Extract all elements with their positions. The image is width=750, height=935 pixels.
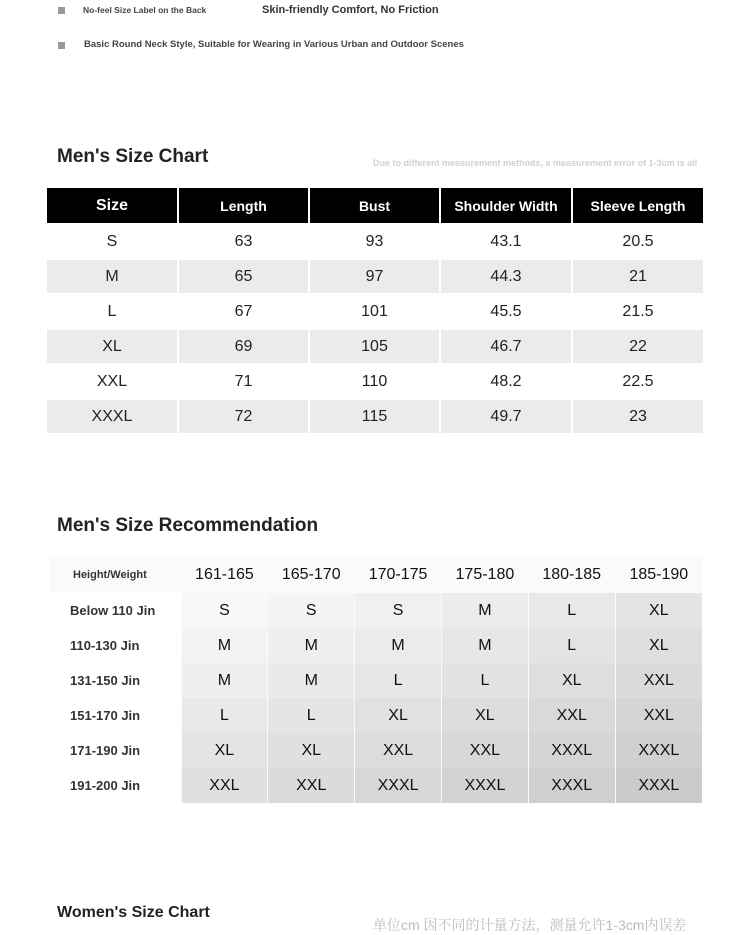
size-cell: XL <box>649 636 669 654</box>
table-row <box>47 295 703 328</box>
table-cell: S <box>106 232 118 250</box>
feature-text: Basic Round Neck Style, Suitable for Wearing in Various Urban and Outdoor Scenes <box>84 39 464 50</box>
table-cell-cell <box>179 330 308 363</box>
table-cell: 23 <box>629 407 647 425</box>
size-chart-table <box>45 186 705 435</box>
size-cell-cell <box>441 663 528 698</box>
size-cell-cell <box>615 593 702 628</box>
size-cell-cell <box>268 593 355 628</box>
table-cell: 67 <box>234 302 253 320</box>
table-cell: 72 <box>234 407 253 425</box>
size-cell: M <box>478 636 492 654</box>
table-cell-cell <box>310 260 439 293</box>
table-cell-cell <box>310 295 439 328</box>
table-cell: 101 <box>361 302 388 320</box>
table-cell-cell <box>573 400 703 433</box>
recommendation-header-row <box>50 557 702 593</box>
weight-label-cell <box>50 628 181 663</box>
size-chart-header: Bust <box>358 197 391 214</box>
size-cell-cell <box>615 733 702 768</box>
size-cell-cell <box>181 768 268 803</box>
recommendation-row <box>50 733 702 768</box>
size-cell: XL <box>475 706 495 724</box>
size-cell-cell <box>181 663 268 698</box>
size-cell-cell <box>528 628 615 663</box>
table-cell: 97 <box>365 267 384 285</box>
size-cell-cell <box>441 593 528 628</box>
height-header-cell <box>528 557 615 593</box>
table-cell-cell <box>441 260 571 293</box>
height-header: 185-190 <box>629 566 689 583</box>
weight-label: 131-150 Jin <box>70 673 141 688</box>
table-cell-cell <box>573 330 703 363</box>
table-cell: 110 <box>361 372 388 390</box>
table-cell-cell <box>47 225 177 258</box>
table-cell-cell <box>179 225 308 258</box>
size-cell-cell <box>528 593 615 628</box>
size-cell: M <box>478 601 492 619</box>
size-cell: L <box>480 671 490 689</box>
table-cell-cell <box>573 260 703 293</box>
size-cell: XXL <box>556 706 587 724</box>
table-cell-cell <box>310 225 439 258</box>
table-cell-cell <box>441 365 571 398</box>
size-cell-cell <box>268 698 355 733</box>
table-cell-cell <box>573 365 703 398</box>
size-cell: M <box>217 636 232 654</box>
size-cell: XL <box>388 706 408 724</box>
table-cell: 63 <box>234 232 253 250</box>
weight-label: 151-170 Jin <box>70 708 141 723</box>
table-cell: 20.5 <box>622 232 654 250</box>
size-cell: XXL <box>296 776 327 794</box>
table-cell: 45.5 <box>490 302 522 320</box>
feature-text: No-feel Size Label on the Back <box>83 5 207 15</box>
recommendation-row <box>50 663 702 698</box>
size-cell-cell <box>181 733 268 768</box>
table-cell: 21 <box>629 267 647 285</box>
table-cell: 49.7 <box>490 407 522 425</box>
table-cell: 43.1 <box>490 232 522 250</box>
size-cell-cell <box>441 698 528 733</box>
size-cell-cell <box>181 593 268 628</box>
size-cell: S <box>305 601 317 619</box>
table-cell-cell <box>179 260 308 293</box>
recommendation-row <box>50 768 702 803</box>
corner-header-cell <box>50 557 181 593</box>
size-cell-cell <box>441 768 528 803</box>
table-cell-cell <box>310 400 439 433</box>
table-row <box>47 260 703 293</box>
size-cell: XXL <box>643 706 674 724</box>
size-cell: XXXL <box>377 776 419 794</box>
table-cell: 44.3 <box>490 267 522 285</box>
table-cell: M <box>105 267 119 285</box>
table-cell-cell <box>441 400 571 433</box>
size-cell: M <box>391 636 405 654</box>
size-chart-header: Length <box>220 197 267 214</box>
table-cell-cell <box>179 365 308 398</box>
measurement-note: Due to different measurement methods, a measurement error of 1-3cm is all <box>373 158 698 168</box>
corner-header: Height/Weight <box>73 568 147 581</box>
size-cell: M <box>304 636 318 654</box>
size-cell: XL <box>301 741 322 759</box>
womens-measurement-note: 单位cm 因不同的计量方法，测量允许1-3cm内误差 <box>373 917 687 933</box>
recommendation-row <box>50 628 702 663</box>
size-cell-cell <box>615 768 702 803</box>
table-cell-cell <box>310 365 439 398</box>
size-cell-cell <box>528 698 615 733</box>
size-cell: XXXL <box>638 776 680 794</box>
size-cell: L <box>567 601 577 619</box>
womens-size-chart-title: Women's Size Chart <box>57 904 210 921</box>
size-cell: M <box>217 671 232 689</box>
mens-recommendation-title: Men's Size Recommendation <box>57 515 319 536</box>
height-header-cell <box>441 557 528 593</box>
table-cell-cell <box>179 295 308 328</box>
table-cell-cell <box>47 295 177 328</box>
size-cell-cell <box>615 698 702 733</box>
size-cell-cell <box>528 663 615 698</box>
table-cell-cell <box>441 330 571 363</box>
table-row <box>47 330 703 363</box>
size-cell: XXL <box>209 776 240 794</box>
table-cell-cell <box>441 225 571 258</box>
table-row <box>47 400 703 433</box>
weight-label: 171-190 Jin <box>70 743 141 758</box>
table-cell-cell <box>573 295 703 328</box>
weight-label-cell <box>50 698 181 733</box>
table-row <box>47 365 703 398</box>
height-header-cell <box>181 557 268 593</box>
recommendation-row <box>50 698 702 733</box>
size-cell-cell <box>355 698 442 733</box>
height-header-cell <box>615 557 702 593</box>
size-cell: XXXL <box>464 776 506 794</box>
size-chart-header: Shoulder Width <box>454 197 558 214</box>
bullet-icon <box>58 7 65 14</box>
size-cell: XXXL <box>551 741 593 759</box>
size-cell-cell <box>355 663 442 698</box>
size-cell-cell <box>528 768 615 803</box>
size-cell-cell <box>355 733 442 768</box>
size-cell-cell <box>268 768 355 803</box>
table-cell: 21.5 <box>622 302 654 320</box>
size-cell-cell <box>441 628 528 663</box>
size-chart-header-cell <box>310 188 439 223</box>
size-cell-cell <box>615 663 702 698</box>
size-chart-header-cell <box>179 188 308 223</box>
weight-label: Below 110 Jin <box>70 603 156 618</box>
weight-label-cell <box>50 768 181 803</box>
table-cell: 46.7 <box>490 337 522 355</box>
size-cell: L <box>219 706 229 724</box>
size-chart-header-cell <box>573 188 703 223</box>
size-cell: L <box>567 636 577 654</box>
height-header: 165-170 <box>281 566 341 583</box>
size-cell-cell <box>181 698 268 733</box>
size-cell-cell <box>441 733 528 768</box>
size-chart-header: Size <box>95 196 128 214</box>
size-cell: XXL <box>643 671 674 689</box>
mens-size-chart-title: Men's Size Chart <box>57 146 209 167</box>
table-cell: XXXL <box>91 407 133 425</box>
height-header-cell <box>355 557 442 593</box>
size-chart-header: Sleeve Length <box>590 197 686 214</box>
weight-label-cell <box>50 593 181 628</box>
height-header: 175-180 <box>455 566 515 583</box>
bullet-icon <box>58 42 65 49</box>
table-cell: XL <box>102 337 122 355</box>
size-cell: XXXL <box>638 741 680 759</box>
size-cell-cell <box>528 733 615 768</box>
table-cell: 22.5 <box>622 372 654 390</box>
size-cell: M <box>304 671 318 689</box>
size-cell-cell <box>181 628 268 663</box>
table-cell: 65 <box>234 267 253 285</box>
table-cell: 22 <box>629 337 647 355</box>
height-header-cell <box>268 557 355 593</box>
table-cell-cell <box>179 400 308 433</box>
size-cell: L <box>306 706 316 724</box>
table-cell-cell <box>47 330 177 363</box>
weight-label-cell <box>50 733 181 768</box>
table-cell-cell <box>573 225 703 258</box>
table-cell: 93 <box>365 232 384 250</box>
size-cell-cell <box>355 768 442 803</box>
size-chart-header-cell <box>47 188 177 223</box>
weight-label: 110-130 Jin <box>70 638 140 653</box>
table-cell-cell <box>47 260 177 293</box>
size-cell: XL <box>649 601 669 619</box>
size-cell: L <box>393 671 403 689</box>
weight-label-cell <box>50 663 181 698</box>
table-cell: 69 <box>234 337 253 355</box>
table-cell: 115 <box>361 407 388 425</box>
size-cell: XXXL <box>551 776 593 794</box>
size-cell: XL <box>561 671 582 689</box>
size-cell-cell <box>268 733 355 768</box>
table-cell: XXL <box>96 372 128 390</box>
size-cell: XXL <box>382 741 414 759</box>
height-header: 170-175 <box>368 566 428 583</box>
recommendation-row <box>50 593 702 628</box>
size-cell-cell <box>355 628 442 663</box>
size-cell-cell <box>268 628 355 663</box>
height-header: 161-165 <box>195 566 254 583</box>
size-cell: S <box>219 601 230 619</box>
table-cell: 71 <box>234 372 253 390</box>
table-cell: 105 <box>361 337 388 355</box>
size-cell: XL <box>214 741 235 759</box>
feature-overlay-text: Skin-friendly Comfort, No Friction <box>262 4 439 16</box>
size-cell: XXL <box>469 741 501 759</box>
weight-label: 191-200 Jin <box>70 778 141 793</box>
table-cell-cell <box>310 330 439 363</box>
size-recommendation-table <box>50 557 702 803</box>
table-cell-cell <box>441 295 571 328</box>
size-cell-cell <box>268 663 355 698</box>
table-cell: L <box>107 302 117 320</box>
table-cell-cell <box>47 365 177 398</box>
size-chart-header-cell <box>441 188 571 223</box>
size-cell: S <box>392 601 404 619</box>
size-cell-cell <box>615 628 702 663</box>
height-header: 180-185 <box>542 566 602 583</box>
size-cell-cell <box>355 593 442 628</box>
table-cell: 48.2 <box>490 372 522 390</box>
table-row <box>47 225 703 258</box>
table-cell-cell <box>47 400 177 433</box>
